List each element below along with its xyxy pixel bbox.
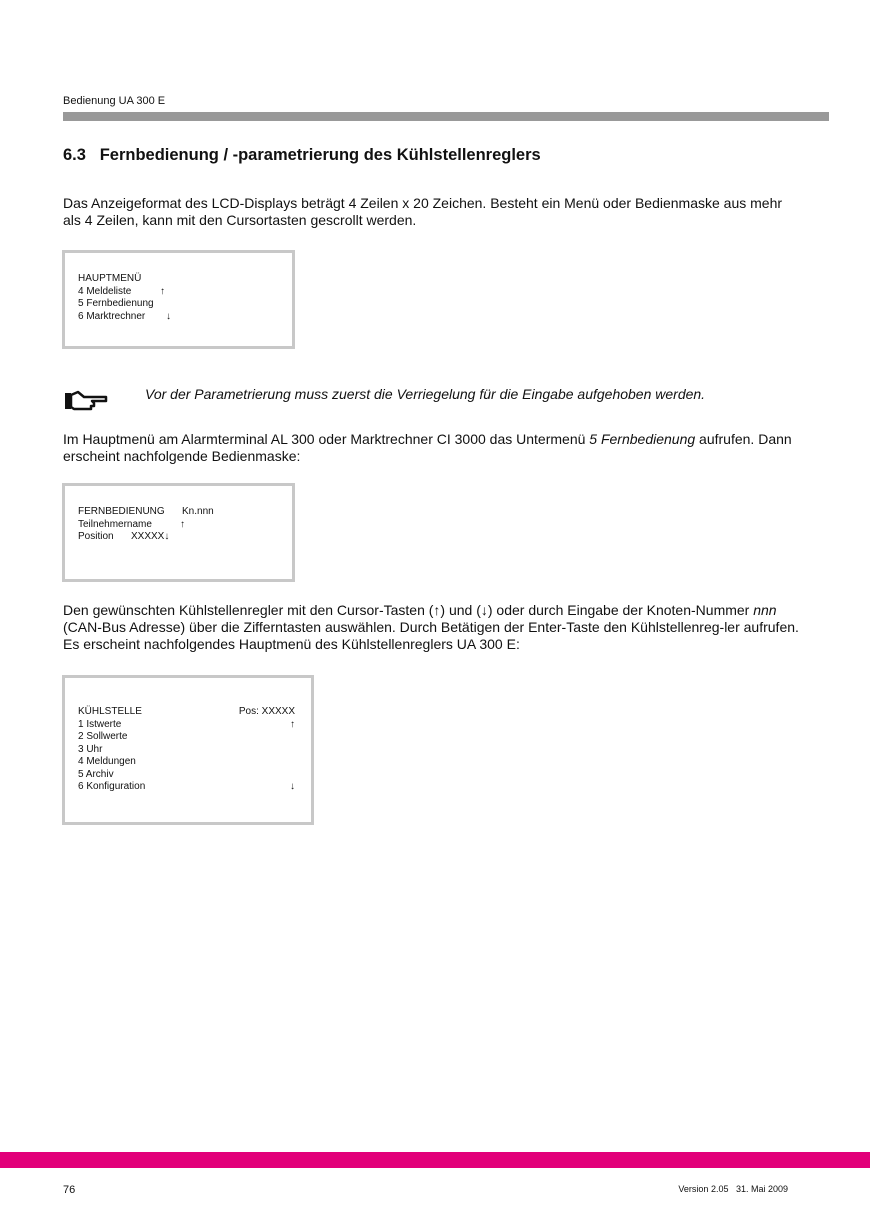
lcd-node: Kn.nnn — [182, 506, 214, 517]
lcd-main-menu — [62, 250, 295, 349]
lcd-cooling-menu — [62, 675, 314, 825]
paragraph-2: Im Hauptmenü am Alarmterminal AL 300 oder Marktrechner CI 3000 das Untermenü 5 Fernbedienung aufrufen. Dann erscheint nachfolgende Bedienmaske: — [63, 431, 792, 464]
lcd-line: 5 Archiv — [78, 768, 114, 780]
lcd-line: Teilnehmername — [78, 518, 152, 530]
version-info: Version 2.05 31. Mai 2009 — [678, 1184, 788, 1194]
arrow-down-icon: ↓ — [166, 310, 171, 322]
arrow-down-icon: ↓ — [290, 781, 295, 792]
lcd-position: Pos: XXXXX — [238, 706, 295, 717]
page-number: 76 — [63, 1184, 76, 1196]
lcd-line: 5 Fernbedienung — [78, 298, 154, 309]
paragraph-1: Das Anzeigeformat des LCD-Displays beträgt 4 Zeilen x 20 Zeichen. Besteht ein Menü oder Bedienmaske aus mehr als 4 Zeilen, kann mit den Cursortasten gescrollt werden. — [63, 195, 783, 228]
footer-bar — [0, 1152, 870, 1168]
lcd-line: 2 Sollwerte — [78, 731, 128, 742]
lcd-remote-control — [62, 483, 295, 582]
lcd-line: 4 Meldeliste — [78, 285, 132, 297]
arrow-up-icon: ↑ — [160, 285, 165, 297]
lcd-line: 3 Uhr — [78, 743, 103, 755]
lcd-line: 4 Meldungen — [78, 756, 136, 767]
arrow-up-icon: ↑ — [180, 518, 185, 530]
arrow-down-icon: ↓ — [164, 531, 170, 542]
lcd-line: 6 Marktrechner — [78, 310, 146, 322]
lcd-line: 6 Konfiguration — [78, 781, 146, 792]
section-title: 6.3 Fernbedienung / -parametrierung des Kühlstellenreglers — [63, 146, 541, 164]
paragraph-3: Den gewünschten Kühlstellenregler mit den Cursor-Tasten (↑) und (↓) oder durch Eingabe der Knoten-Nummer nnn (CAN-Bus Adresse) über die Zifferntasten auswählen. Durch Betätigen der Enter-Taste den Kühlstellenreg-ler aufrufen. Es erscheint nachfolgendes Hauptmenü des Kühlstellenreglers UA 300 E: — [63, 602, 799, 652]
running-header: Bedienung UA 300 E — [63, 95, 166, 107]
lcd-title: KÜHLSTELLE — [78, 706, 142, 717]
arrow-up-icon: ↑ — [290, 718, 295, 730]
note-text: Vor der Parametrierung muss zuerst die Verriegelung für die Eingabe aufgehoben werden. — [145, 386, 706, 402]
lcd-title: HAUPTMENÜ — [78, 273, 142, 284]
pointing-hand-icon — [64, 389, 108, 413]
lcd-line: Position — [78, 531, 114, 542]
lcd-position-value: XXXXX — [131, 531, 165, 542]
lcd-line: 1 Istwerte — [78, 718, 122, 730]
header-rule — [63, 112, 829, 121]
lcd-title: FERNBEDIENUNG — [78, 506, 165, 517]
